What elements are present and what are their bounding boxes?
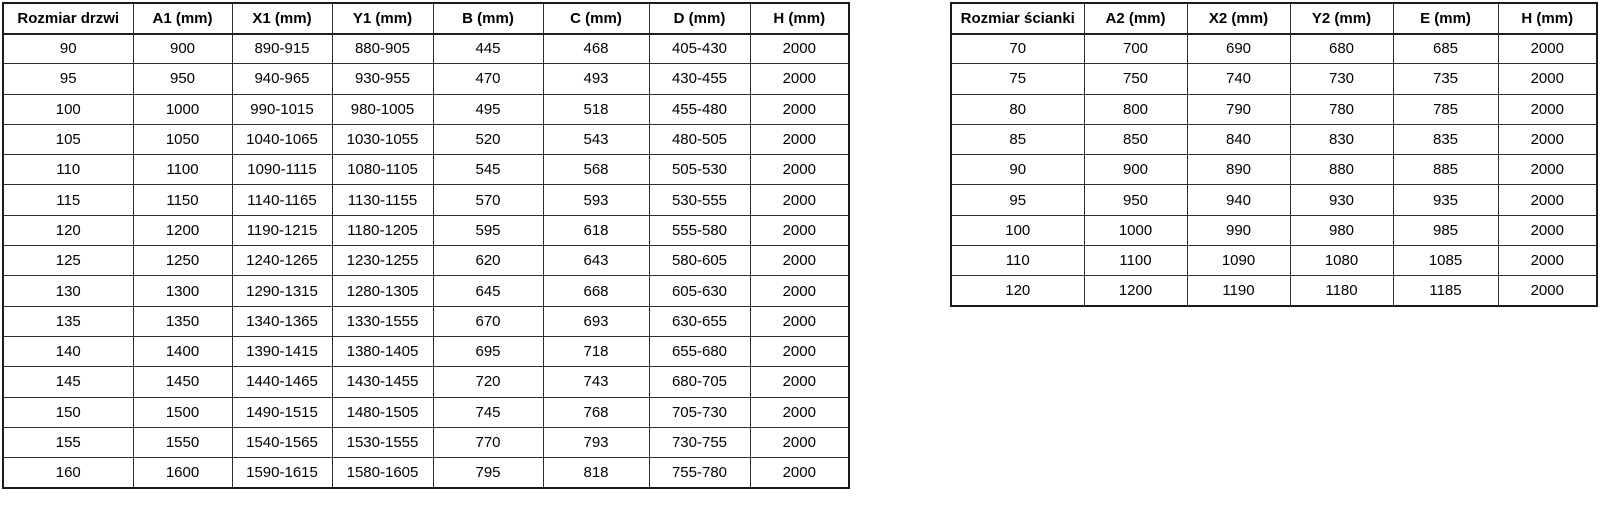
table-row — [3, 94, 849, 124]
table-cell: 2000 — [750, 246, 849, 276]
table-row — [951, 246, 1597, 276]
table-cell: 480-505 — [649, 124, 750, 154]
table-cell: 110 — [951, 246, 1084, 276]
table-cell: 750 — [1084, 64, 1187, 94]
table-cell: 743 — [543, 367, 649, 397]
table-cell: 800 — [1084, 94, 1187, 124]
table-cell: 495 — [433, 94, 543, 124]
table-cell: 95 — [951, 185, 1084, 215]
table-row — [3, 34, 849, 64]
table-cell: 2000 — [750, 427, 849, 457]
table-cell: 940 — [1187, 185, 1290, 215]
table-cell: 2000 — [750, 367, 849, 397]
table-cell: 1330-1555 — [332, 306, 433, 336]
table-cell: 630-655 — [649, 306, 750, 336]
table-cell: 145 — [3, 367, 133, 397]
table-cell: 930-955 — [332, 64, 433, 94]
column-header: Rozmiar ścianki — [951, 3, 1084, 34]
table-cell: 695 — [433, 336, 543, 366]
table-cell: 768 — [543, 397, 649, 427]
table-row — [3, 276, 849, 306]
table-cell: 1140-1165 — [232, 185, 332, 215]
table-cell: 2000 — [750, 185, 849, 215]
table-cell: 985 — [1393, 215, 1498, 245]
table-row — [3, 155, 849, 185]
table-cell: 1590-1615 — [232, 458, 332, 488]
column-header: X2 (mm) — [1187, 3, 1290, 34]
table-cell: 1480-1505 — [332, 397, 433, 427]
table-cell: 110 — [3, 155, 133, 185]
table-cell: 570 — [433, 185, 543, 215]
table-row — [3, 124, 849, 154]
table-cell: 595 — [433, 215, 543, 245]
table-cell: 1250 — [133, 246, 232, 276]
table-cell: 1000 — [133, 94, 232, 124]
table-cell: 95 — [3, 64, 133, 94]
table-row — [3, 185, 849, 215]
table-row — [3, 397, 849, 427]
column-header: A1 (mm) — [133, 3, 232, 34]
table-cell: 1600 — [133, 458, 232, 488]
table-cell: 2000 — [1498, 215, 1597, 245]
table-cell: 795 — [433, 458, 543, 488]
table-cell: 1300 — [133, 276, 232, 306]
table-cell: 2000 — [1498, 246, 1597, 276]
table-cell: 1200 — [133, 215, 232, 245]
table-cell: 75 — [951, 64, 1084, 94]
table-row — [3, 458, 849, 488]
table-cell: 130 — [3, 276, 133, 306]
table-cell: 568 — [543, 155, 649, 185]
table-cell: 445 — [433, 34, 543, 64]
table-cell: 2000 — [750, 276, 849, 306]
column-header: B (mm) — [433, 3, 543, 34]
table-cell: 680 — [1290, 34, 1393, 64]
table-cell: 980-1005 — [332, 94, 433, 124]
table-cell: 890-915 — [232, 34, 332, 64]
table-cell: 730-755 — [649, 427, 750, 457]
table-cell: 1185 — [1393, 276, 1498, 306]
table-cell: 770 — [433, 427, 543, 457]
table-cell: 518 — [543, 94, 649, 124]
table-cell: 1180 — [1290, 276, 1393, 306]
table-cell: 755-780 — [649, 458, 750, 488]
table-cell: 155 — [3, 427, 133, 457]
table-cell: 1490-1515 — [232, 397, 332, 427]
table-cell: 80 — [951, 94, 1084, 124]
table-cell: 1580-1605 — [332, 458, 433, 488]
table-row — [951, 34, 1597, 64]
table-row — [951, 64, 1597, 94]
table-cell: 520 — [433, 124, 543, 154]
table-cell: 593 — [543, 185, 649, 215]
column-header: H (mm) — [1498, 3, 1597, 34]
table-cell: 1450 — [133, 367, 232, 397]
table-row — [3, 367, 849, 397]
table-row — [951, 276, 1597, 306]
table-cell: 405-430 — [649, 34, 750, 64]
table-cell: 1340-1365 — [232, 306, 332, 336]
header-row — [951, 3, 1597, 34]
table-cell: 1100 — [1084, 246, 1187, 276]
table-cell: 2000 — [750, 306, 849, 336]
table-cell: 940-965 — [232, 64, 332, 94]
table-cell: 780 — [1290, 94, 1393, 124]
table-cell: 830 — [1290, 124, 1393, 154]
table-row — [951, 185, 1597, 215]
table-cell: 1400 — [133, 336, 232, 366]
table-cell: 105 — [3, 124, 133, 154]
header-row — [3, 3, 849, 34]
table-cell: 645 — [433, 276, 543, 306]
table-cell: 135 — [3, 306, 133, 336]
table-cell: 543 — [543, 124, 649, 154]
table-cell: 1540-1565 — [232, 427, 332, 457]
table-cell: 720 — [433, 367, 543, 397]
table-cell: 618 — [543, 215, 649, 245]
table-cell: 1350 — [133, 306, 232, 336]
table-row — [3, 215, 849, 245]
table-cell: 620 — [433, 246, 543, 276]
table-cell: 2000 — [750, 336, 849, 366]
table-cell: 120 — [3, 215, 133, 245]
table-cell: 890 — [1187, 155, 1290, 185]
column-header: D (mm) — [649, 3, 750, 34]
table-cell: 1500 — [133, 397, 232, 427]
table-row — [951, 155, 1597, 185]
table-cell: 90 — [3, 34, 133, 64]
table-cell: 70 — [951, 34, 1084, 64]
table-cell: 150 — [3, 397, 133, 427]
table-cell: 668 — [543, 276, 649, 306]
table-cell: 2000 — [750, 64, 849, 94]
table-cell: 545 — [433, 155, 543, 185]
table-cell: 455-480 — [649, 94, 750, 124]
table-cell: 493 — [543, 64, 649, 94]
table-cell: 1230-1255 — [332, 246, 433, 276]
table-cell: 850 — [1084, 124, 1187, 154]
table-cell: 735 — [1393, 64, 1498, 94]
table-cell: 1440-1465 — [232, 367, 332, 397]
table-cell: 1430-1455 — [332, 367, 433, 397]
table-row — [951, 94, 1597, 124]
column-header: A2 (mm) — [1084, 3, 1187, 34]
table-cell: 1390-1415 — [232, 336, 332, 366]
table-cell: 1100 — [133, 155, 232, 185]
table-cell: 885 — [1393, 155, 1498, 185]
table-cell: 730 — [1290, 64, 1393, 94]
table-cell: 1180-1205 — [332, 215, 433, 245]
table-cell: 935 — [1393, 185, 1498, 215]
column-header: X1 (mm) — [232, 3, 332, 34]
table-row — [3, 427, 849, 457]
table-cell: 2000 — [1498, 276, 1597, 306]
table-cell: 2000 — [750, 215, 849, 245]
table-cell: 950 — [133, 64, 232, 94]
table-row — [3, 64, 849, 94]
table-cell: 140 — [3, 336, 133, 366]
table-cell: 740 — [1187, 64, 1290, 94]
table-cell: 90 — [951, 155, 1084, 185]
table-cell: 705-730 — [649, 397, 750, 427]
table-cell: 1090-1115 — [232, 155, 332, 185]
table-cell: 1380-1405 — [332, 336, 433, 366]
table-cell: 2000 — [750, 94, 849, 124]
table-cell: 100 — [3, 94, 133, 124]
table-row — [951, 215, 1597, 245]
table-cell: 555-580 — [649, 215, 750, 245]
table-cell: 468 — [543, 34, 649, 64]
table-cell: 690 — [1187, 34, 1290, 64]
table-cell: 120 — [951, 276, 1084, 306]
table-cell: 2000 — [750, 155, 849, 185]
table-row — [3, 336, 849, 366]
table-cell: 2000 — [750, 34, 849, 64]
table-cell: 1150 — [133, 185, 232, 215]
table-cell: 2000 — [1498, 185, 1597, 215]
table-cell: 605-630 — [649, 276, 750, 306]
table-cell: 900 — [133, 34, 232, 64]
table-cell: 125 — [3, 246, 133, 276]
table-cell: 680-705 — [649, 367, 750, 397]
table-cell: 700 — [1084, 34, 1187, 64]
table-row — [951, 124, 1597, 154]
table-cell: 1080-1105 — [332, 155, 433, 185]
table-cell: 505-530 — [649, 155, 750, 185]
column-header: Rozmiar drzwi — [3, 3, 133, 34]
table-row — [3, 246, 849, 276]
table-cell: 950 — [1084, 185, 1187, 215]
column-header: E (mm) — [1393, 3, 1498, 34]
table-cell: 1290-1315 — [232, 276, 332, 306]
table-cell: 1190 — [1187, 276, 1290, 306]
column-header: Y1 (mm) — [332, 3, 433, 34]
table-cell: 115 — [3, 185, 133, 215]
column-header: H (mm) — [750, 3, 849, 34]
table-cell: 840 — [1187, 124, 1290, 154]
table-cell: 1050 — [133, 124, 232, 154]
table-cell: 1200 — [1084, 276, 1187, 306]
table-cell: 2000 — [750, 458, 849, 488]
table-cell: 2000 — [750, 397, 849, 427]
table-cell: 2000 — [1498, 94, 1597, 124]
table-cell: 718 — [543, 336, 649, 366]
table-cell: 793 — [543, 427, 649, 457]
table-cell: 1030-1055 — [332, 124, 433, 154]
table-cell: 1040-1065 — [232, 124, 332, 154]
table-cell: 900 — [1084, 155, 1187, 185]
table-cell: 990-1015 — [232, 94, 332, 124]
table-cell: 470 — [433, 64, 543, 94]
table-cell: 835 — [1393, 124, 1498, 154]
table-cell: 1550 — [133, 427, 232, 457]
table-cell: 1530-1555 — [332, 427, 433, 457]
table-cell: 1190-1215 — [232, 215, 332, 245]
table-row — [3, 306, 849, 336]
table-cell: 880-905 — [332, 34, 433, 64]
table-cell: 160 — [3, 458, 133, 488]
table-cell: 580-605 — [649, 246, 750, 276]
table-cell: 2000 — [1498, 124, 1597, 154]
table-cell: 530-555 — [649, 185, 750, 215]
table-cell: 100 — [951, 215, 1084, 245]
table-cell: 1090 — [1187, 246, 1290, 276]
table-cell: 670 — [433, 306, 543, 336]
table-cell: 2000 — [1498, 64, 1597, 94]
table-cell: 693 — [543, 306, 649, 336]
table-cell: 745 — [433, 397, 543, 427]
table-cell: 990 — [1187, 215, 1290, 245]
table-cell: 430-455 — [649, 64, 750, 94]
table-cell: 790 — [1187, 94, 1290, 124]
table-cell: 2000 — [1498, 34, 1597, 64]
table-cell: 685 — [1393, 34, 1498, 64]
table-cell: 1085 — [1393, 246, 1498, 276]
table-cell: 930 — [1290, 185, 1393, 215]
door-dimensions-table — [2, 2, 850, 489]
wall-dimensions-table — [950, 2, 1598, 307]
table-cell: 1280-1305 — [332, 276, 433, 306]
column-header: C (mm) — [543, 3, 649, 34]
table-cell: 2000 — [1498, 155, 1597, 185]
table-cell: 655-680 — [649, 336, 750, 366]
table-cell: 1000 — [1084, 215, 1187, 245]
table-cell: 2000 — [750, 124, 849, 154]
table-cell: 880 — [1290, 155, 1393, 185]
table-cell: 643 — [543, 246, 649, 276]
table-cell: 980 — [1290, 215, 1393, 245]
table-cell: 785 — [1393, 94, 1498, 124]
table-cell: 1130-1155 — [332, 185, 433, 215]
table-cell: 1080 — [1290, 246, 1393, 276]
table-cell: 85 — [951, 124, 1084, 154]
table-cell: 818 — [543, 458, 649, 488]
table-cell: 1240-1265 — [232, 246, 332, 276]
column-header: Y2 (mm) — [1290, 3, 1393, 34]
